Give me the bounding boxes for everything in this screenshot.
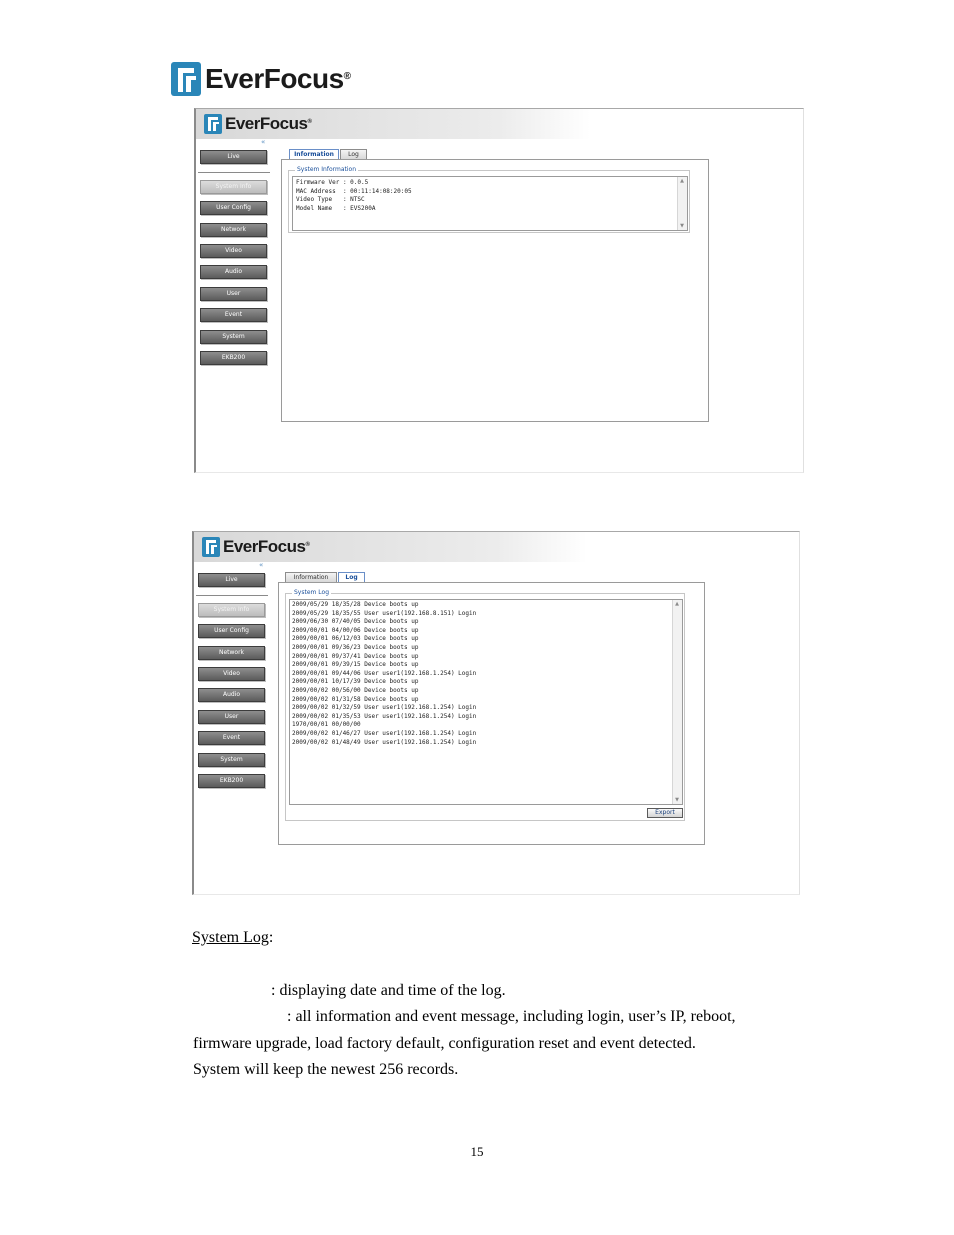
- screenshot-information: [194, 108, 804, 473]
- heading-colon: :: [268, 929, 274, 946]
- registered-mark: ®: [343, 71, 351, 82]
- nav-audio-button[interactable]: Audio: [198, 688, 265, 702]
- log-entry: 2009/05/29 18/35/28 Device boots up: [292, 601, 419, 608]
- description-line-2: : all information and event message, including login, user’s IP, reboot,: [287, 1008, 736, 1025]
- log-entry: 2009/00/02 01/32/59 User user1(192.168.1.254) Login: [292, 704, 477, 712]
- system-log-textarea[interactable]: [289, 599, 683, 805]
- log-scrollbar[interactable]: [672, 600, 682, 804]
- log-entry: 1970/00/01 00/00/00: [292, 721, 361, 729]
- nav-video-button[interactable]: Video: [198, 667, 265, 681]
- app-registered-mark: ®: [305, 542, 310, 548]
- app-logo: [204, 114, 311, 134]
- nav-network-button[interactable]: Network: [200, 223, 267, 237]
- log-entry: 2009/00/01 06/12/03 Device boots up: [292, 635, 419, 643]
- nav-system-info-button[interactable]: System Info: [198, 603, 265, 617]
- log-entry: 2009/00/02 01/46/27 User user1(192.168.1.254) Login: [292, 729, 477, 737]
- log-entry: 2009/06/30 07/40/05 Device boots up: [292, 618, 419, 626]
- log-panel: [278, 582, 705, 845]
- nav-system-button[interactable]: System: [200, 330, 267, 344]
- heading-text: System Log: [192, 929, 269, 946]
- description-line-3: firmware upgrade, load factory default, configuration reset and event detected.: [193, 1035, 696, 1052]
- app-header: [194, 532, 799, 562]
- scroll-down-icon[interactable]: ▼: [680, 223, 684, 229]
- nav-event-button[interactable]: Event: [198, 731, 265, 745]
- nav-user-button[interactable]: User: [200, 287, 267, 301]
- app-brand-name: EverFocus: [225, 114, 308, 133]
- system-information-legend: System Information: [297, 166, 357, 173]
- info-scrollbar[interactable]: [677, 177, 687, 230]
- screenshot-log: [192, 531, 800, 895]
- log-entry: 2009/05/29 18/35/55 User user1(192.168.8.151) Login: [292, 609, 477, 617]
- info-line: Firmware Ver : 0.0.5: [296, 179, 369, 186]
- tab-log[interactable]: Log: [340, 149, 367, 159]
- everfocus-logo-icon: [171, 62, 201, 96]
- section-heading: [192, 928, 273, 948]
- information-panel: [281, 159, 709, 422]
- log-entry: 2009/00/02 01/35/53 User user1(192.168.1.254) Login: [292, 712, 477, 720]
- scroll-up-icon[interactable]: ▲: [675, 601, 679, 607]
- nav-live-button[interactable]: Live: [200, 150, 267, 164]
- system-information-textarea[interactable]: [292, 176, 688, 231]
- export-button[interactable]: Export: [647, 808, 683, 818]
- info-line: Video Type : NTSC: [296, 196, 365, 204]
- nav-video-button[interactable]: Video: [200, 244, 267, 258]
- nav-system-button[interactable]: System: [198, 753, 265, 767]
- log-entry: 2009/00/01 09/39/15 Device boots up: [292, 661, 419, 669]
- info-line: MAC Address : 00:11:14:08:20:05: [296, 187, 412, 195]
- app-registered-mark: ®: [307, 119, 312, 125]
- scroll-up-icon[interactable]: ▲: [680, 178, 684, 184]
- log-entry: 2009/00/01 09/44/06 User user1(192.168.1.254) Login: [292, 669, 477, 677]
- nav-event-button[interactable]: Event: [200, 308, 267, 322]
- nav-ekb200-button[interactable]: EKB200: [198, 774, 265, 788]
- brand-name: EverFocus: [205, 63, 344, 94]
- nav-user-config-button[interactable]: User Config: [200, 201, 267, 215]
- log-entry: 2009/00/01 09/37/41 Device boots up: [292, 652, 419, 660]
- nav-ekb200-button[interactable]: EKB200: [200, 351, 267, 365]
- tab-information[interactable]: Information: [285, 572, 337, 582]
- nav-user-config-button[interactable]: User Config: [198, 624, 265, 638]
- scroll-down-icon[interactable]: ▼: [675, 797, 679, 803]
- nav-user-button[interactable]: User: [198, 710, 265, 724]
- app-logo: [202, 537, 309, 557]
- nav-audio-button[interactable]: Audio: [200, 265, 267, 279]
- nav-system-info-button[interactable]: System Info: [200, 180, 267, 194]
- collapse-menu-icon[interactable]: «: [261, 138, 266, 146]
- system-information-group: [288, 166, 690, 233]
- info-line: Model Name : EVS200A: [296, 204, 376, 212]
- log-entry: 2009/00/02 01/31/58 Device boots up: [292, 695, 419, 703]
- log-entry: 2009/00/02 00/56/00 Device boots up: [292, 686, 419, 694]
- nav-live-button[interactable]: Live: [198, 573, 265, 587]
- tab-log[interactable]: Log: [338, 572, 365, 582]
- system-log-legend: System Log: [294, 589, 329, 596]
- description-line-4: System will keep the newest 256 records.: [193, 1061, 459, 1078]
- everfocus-logo: [171, 61, 351, 97]
- system-log-group: [285, 589, 685, 821]
- nav-divider: [198, 172, 270, 173]
- collapse-menu-icon[interactable]: «: [259, 561, 264, 569]
- nav-divider: [196, 595, 268, 596]
- log-entry: 2009/00/02 01/48/49 User user1(192.168.1.254) Login: [292, 738, 477, 746]
- app-brand-name: EverFocus: [223, 537, 306, 556]
- app-header: [196, 109, 803, 139]
- tab-information[interactable]: Information: [289, 149, 339, 159]
- app-logo-icon: [204, 114, 222, 134]
- nav-network-button[interactable]: Network: [198, 646, 265, 660]
- app-logo-icon: [202, 537, 220, 557]
- description-line-1: : displaying date and time of the log.: [271, 982, 506, 999]
- log-entry: 2009/00/01 09/36/23 Device boots up: [292, 643, 419, 651]
- log-entry: 2009/00/01 04/00/06 Device boots up: [292, 626, 419, 634]
- page-number: 15: [470, 1144, 484, 1159]
- log-entry: 2009/00/01 10/17/39 Device boots up: [292, 678, 419, 686]
